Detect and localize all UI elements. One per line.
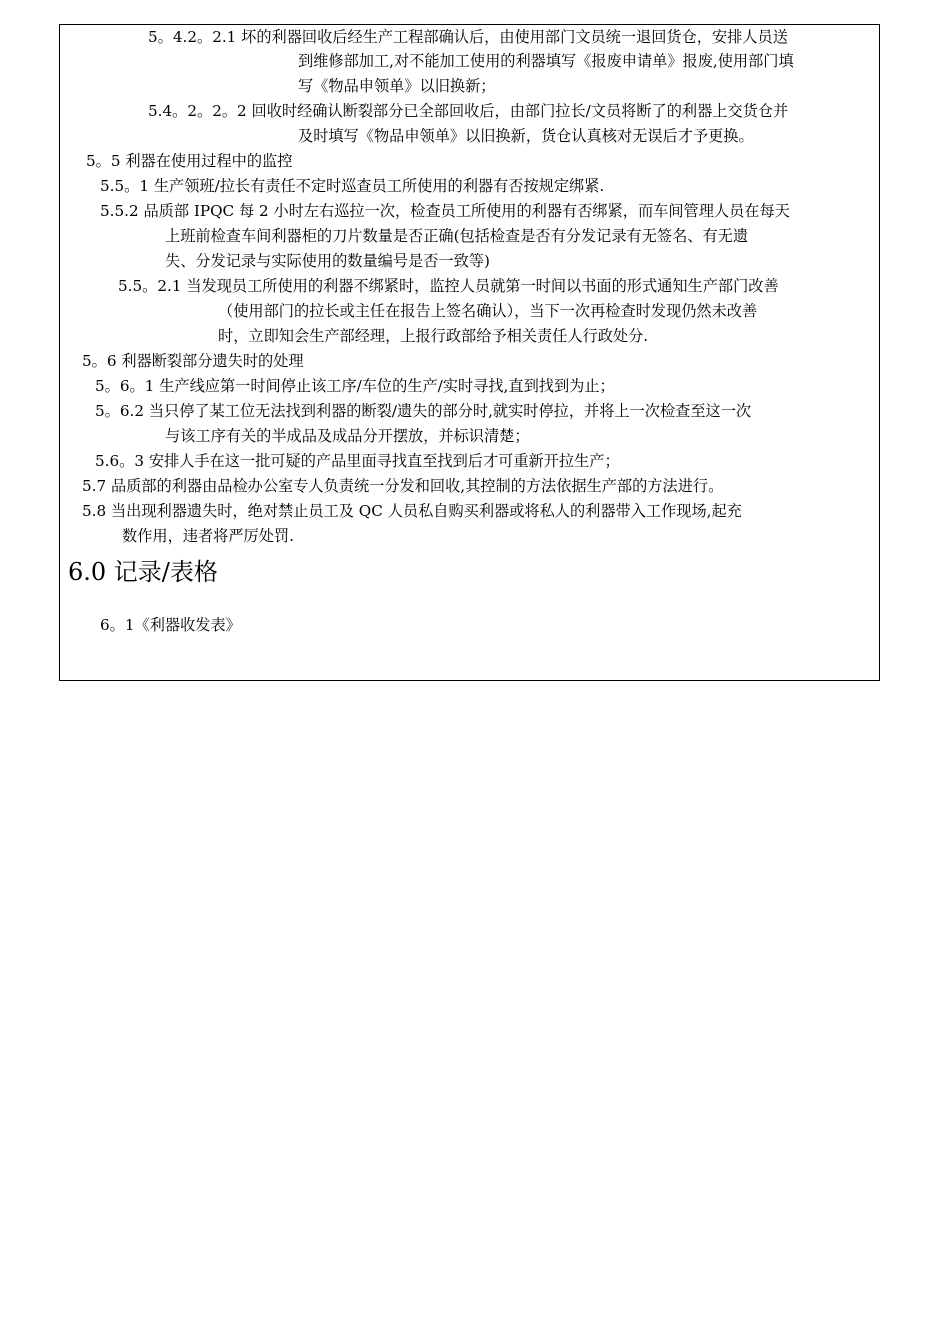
- section-5-6-title: 5。6 利器断裂部分遗失时的处理: [82, 352, 304, 370]
- clause-5-6-2-line-2: 与该工序有关的半成品及成品分开摆放，并标识清楚；: [165, 427, 530, 445]
- section-5-5-title: 5。5 利器在使用过程中的监控: [86, 152, 293, 170]
- clause-5-8-line-1: 5.8 当出现利器遗失时，绝对禁止员工及 QC 人员私自购买利器或将私人的利器带入工作现场,起充: [82, 502, 742, 520]
- section-6-0-heading: 6.0 记录/表格: [68, 558, 218, 586]
- clause-5-4-2-2-1-line-3: 写《物品申领单》以旧换新；: [298, 77, 496, 95]
- clause-5-7: 5.7 品质部的利器由品检办公室专人负责统一分发和回收,其控制的方法依据生产部的方法进行。: [82, 477, 724, 495]
- record-item-6-1: 6。1《利器收发表》: [100, 616, 241, 634]
- clause-5-5-2-1-line-3: 时，立即知会生产部经理，上报行政部给予相关责任人行政处分.: [218, 327, 649, 345]
- clause-5-5-2-line-3: 失、分发记录与实际使用的数量编号是否一致等): [165, 252, 490, 270]
- clause-5-5-1: 5.5。1 生产领班/拉长有责任不定时巡查员工所使用的利器有否按规定绑紧.: [100, 177, 605, 195]
- clause-5-4-2-2-2-line-1: 5.4。2。2。2 回收时经确认断裂部分已全部回收后，由部门拉长/文员将断了的利器上交货仓并: [148, 102, 789, 120]
- clause-5-5-2-line-2: 上班前检查车间利器柜的刀片数量是否正确(包括检查是否有分发记录有无签名、有无遗: [165, 227, 749, 245]
- clause-5-5-2-1-line-2: （使用部门的拉长或主任在报告上签名确认），当下一次再检查时发现仍然未改善: [218, 302, 758, 320]
- clause-5-5-2-1-line-1: 5.5。2.1 当发现员工所使用的利器不绑紧时，监控人员就第一时间以书面的形式通知生产部门改善: [118, 277, 779, 295]
- clause-5-6-2-line-1: 5。6.2 当只停了某工位无法找到利器的断裂/遗失的部分时,就实时停拉，并将上一次检查至这一次: [95, 402, 752, 420]
- clause-5-4-2-2-1-line-2: 到维修部加工,对不能加工使用的利器填写《报废申请单》报废,使用部门填: [298, 52, 794, 70]
- clause-5-6-1: 5。6。1 生产线应第一时间停止该工序/车位的生产/实时寻找,直到找到为止；: [95, 377, 615, 395]
- clause-5-4-2-2-2-line-2: 及时填写《物品申领单》以旧换新，货仓认真核对无误后才予更换。: [298, 127, 754, 145]
- clause-5-5-2-line-1: 5.5.2 品质部 IPQC 每 2 小时左右巡拉一次，检查员工所使用的利器有否绑紧，而车间管理人员在每天: [100, 202, 790, 220]
- clause-5-6-3: 5.6。3 安排人手在这一批可疑的产品里面寻找直至找到后才可重新开拉生产；: [95, 452, 620, 470]
- clause-5-4-2-2-1-line-1: 5。4.2。2.1 坏的利器回收后经生产工程部确认后，由使用部门文员统一退回货仓，安排人员送: [148, 28, 788, 46]
- clause-5-8-line-2: 数作用，违者将严厉处罚.: [122, 527, 294, 545]
